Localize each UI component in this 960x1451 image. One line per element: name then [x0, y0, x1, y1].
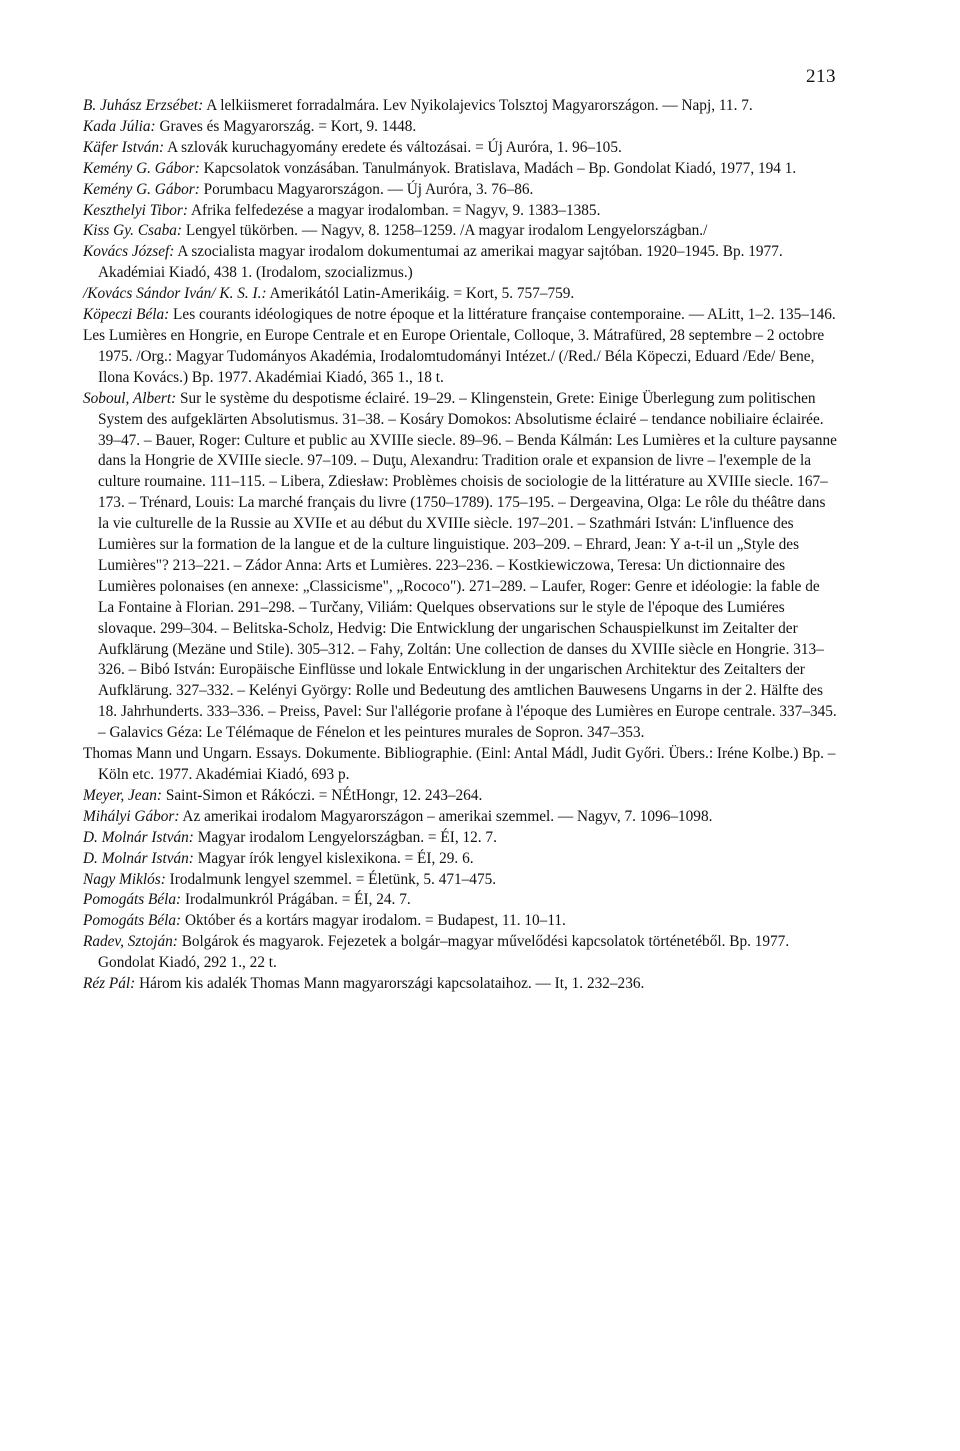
entry-text: Irodalmunk lengyel szemmel. = Életünk, 5. 471–475.: [165, 870, 497, 888]
entry-author: /Kovács Sándor Iván/ K. S. I.:: [83, 285, 267, 303]
bibliography-entry: [83, 201, 837, 222]
bibliography-entry: [83, 138, 837, 159]
entry-text: A szocialista magyar irodalom dokumentumai az amerikai magyar sajtóban. 1920–1945. Bp. 1977. Akadémiai Kiadó, 438 1. (Irodalom, szocializmus.): [98, 243, 783, 282]
bibliography-entry: [83, 305, 837, 326]
entry-author: Meyer, Jean:: [83, 786, 162, 804]
entry-author: Pomogáts Béla:: [83, 891, 182, 909]
bibliography-entry: [83, 786, 837, 807]
entry-text: Porumbacu Magyarországon. — Új Auróra, 3. 76–86.: [199, 180, 534, 198]
bibliography-entry: [83, 242, 837, 284]
entry-text: Saint-Simon et Rákóczi. = NÉtHongr, 12. 243–264.: [162, 786, 483, 804]
bibliography-entry: [83, 389, 837, 744]
entry-author: Réz Pál:: [83, 975, 136, 993]
entry-author: B. Juhász Erzsébet:: [83, 97, 204, 114]
bibliography-entry: [83, 807, 837, 828]
bibliography-entry: [83, 221, 837, 242]
entry-text: Thomas Mann und Ungarn. Essays. Dokumente. Bibliographie. (Einl: Antal Mádl, Judit Győri. Übers.: Iréne Kolbe.) Bp. – Köln etc. 1977. Akadémiai Kiadó, 693 p.: [83, 745, 836, 783]
entry-author: Kiss Gy. Csaba:: [83, 222, 183, 240]
entry-author: D. Molnár István:: [83, 849, 194, 867]
bibliography-entry: [83, 932, 837, 974]
entry-author: Nagy Miklós:: [83, 870, 166, 888]
bibliography-entry: [83, 117, 837, 138]
entry-text: Lengyel tükörben. — Nagyv, 8. 1258–1259. /A magyar irodalom Lengyelországban./: [182, 222, 708, 240]
entry-author: Köpeczi Béla:: [83, 306, 170, 324]
bibliography-list: [83, 96, 837, 995]
entry-text: A lelkiismeret forradalmára. Lev Nyikolajevics Tolsztoj Magyarországon. — Napj, 11. 7.: [203, 97, 753, 114]
entry-author: Käfer István:: [83, 138, 165, 156]
entry-text: Magyar irodalom Lengyelországban. = ÉI, 12. 7.: [193, 828, 497, 846]
entry-author: Soboul, Albert:: [83, 389, 177, 407]
bibliography-entry: [83, 828, 837, 849]
entry-author: Mihályi Gábor:: [83, 807, 180, 825]
entry-author: Radev, Sztoján:: [83, 933, 178, 951]
entry-text: Amerikától Latin-Amerikáig. = Kort, 5. 757–759.: [266, 285, 575, 303]
entry-text: Afrika felfedezése a magyar irodalomban. = Nagyv, 9. 1383–1385.: [187, 201, 601, 219]
bibliography-entry: [83, 974, 837, 995]
bibliography-entry: [83, 284, 837, 305]
bibliography-entry: [83, 890, 837, 911]
entry-text: A szlovák kuruchagyomány eredete és változásai. = Új Auróra, 1. 96–105.: [164, 138, 622, 156]
entry-text: Irodalmunkról Prágában. = ÉI, 24. 7.: [181, 891, 411, 909]
bibliography-entry: [83, 96, 837, 117]
entry-text: Sur le système du despotisme éclairé. 19–29. – Klingenstein, Grete: Einige Überlegung zum politischen System des aufgeklärten Absolutismus. 31–38. – Kosáry Domokos: Absolutisme éclairé – tendance nobiliaire éclairée. 39–47. – Bauer, Roger: Culture et public au XVIIIe siecle. 89–96. – Benda Kálmán: Les Lumières et la culture paysanne dans la Hongrie de XVIIIe siecle. 97–109. – Duţu, Alexandru: Tradition orale et expansion de livre – l'exemple de la culture roumaine. 111–115. – Libera, Zdiesław: Problèmes choisis de sociologie de la littérature au XVIIIe siecle. 167–173. – Trénard, Louis: La marché français du livre (1750–1789). 175–195. – Dergeavina, Olga: Le rôle du théâtre dans la vie culturelle de la Russie au XVIIe et au début du XVIIIe siècle. 197–201. – Szathmári István: L'influence des Lumières sur la formation de la langue et de la culture linguistique. 203–209. – Ehrard, Jean: Y a-t-il un „Style des Lumières"? 213–221. – Zádor Anna: Arts et Lumières. 223–236. – Kostkiewiczowa, Teresa: Un dictionnaire des Lumières polonaises (en annexe: „Classicisme", „Rococo"). 271–289. – Laufer, Roger: Genre et idéologie: la fable de La Fontaine à Florian. 291–298. – Turčany, Viliám: Quelques observations sur le style de l'époque des Lumiéres slovaque. 299–304. – Belitska-Scholz, Hedvig: Die Entwicklung der ungarischen Schauspielkunst im Zeitalter der Aufklärung (Mezäne und Stile). 305–312. – Fahy, Zoltán: Une collection de danses du XVIIIe siècle en Hongrie. 313–326. – Bibó István: Europäische Einflüsse und lokale Entwicklung in der ungarischen Architektur des Zeitalters der Aufklärung. 327–332. – Kelényi György: Rolle und Bedeutung des amtlichen Bauwesens Ungarns in der 2. Hälfte des 18. Jahrhunderts. 333–336. – Preiss, Pavel: Sur l'allégorie profane à l'époque des Lumières en Europe centrale. 337–345. – Galavics Géza: Le Télémaque de Fénelon et les peintures murales de Sopron. 347–353.: [98, 389, 837, 742]
bibliography-entry: [83, 326, 837, 389]
entry-text: Les courants idéologiques de notre époque et la littérature française contemporaine. — ALitt, 1–2. 135–146.: [169, 306, 836, 324]
page-number: 213: [806, 66, 836, 87]
bibliography-entry: [83, 870, 837, 891]
entry-text: Magyar írók lengyel kislexikona. = ÉI, 29. 6.: [193, 849, 474, 867]
entry-author: D. Molnár István:: [83, 828, 194, 846]
entry-text: Az amerikai irodalom Magyarországon – amerikai szemmel. — Nagyv, 7. 1096–1098.: [179, 807, 713, 825]
entry-author: Keszthelyi Tibor:: [83, 201, 188, 219]
entry-author: Pomogáts Béla:: [83, 912, 182, 930]
entry-author: Kemény G. Gábor:: [83, 180, 200, 198]
bibliography-entry: [83, 849, 837, 870]
bibliography-entry: [83, 159, 837, 180]
bibliography-entry: [83, 911, 837, 932]
entry-text: Kapcsolatok vonzásában. Tanulmányok. Bratislava, Madách – Bp. Gondolat Kiadó, 1977, 194 1.: [199, 159, 797, 177]
entry-author: Kemény G. Gábor:: [83, 159, 200, 177]
bibliography-entry: [83, 744, 837, 786]
entry-text: Bolgárok és magyarok. Fejezetek a bolgár–magyar művelődési kapcsolatok történetéből. Bp. 1977. Gondolat Kiadó, 292 1., 22 t.: [98, 933, 790, 972]
entry-text: Les Lumières en Hongrie, en Europe Centrale et en Europe Orientale, Colloque, 3. Mátrafüred, 28 septembre – 2 octobre 1975. /Org.: Magyar Tudományos Akadémia, Irodalomtudományi Intézet./ (/Red./ Béla Köpeczi, Eduard /Ede/ Bene, Ilona Kovács.) Bp. 1977. Akadémiai Kiadó, 365 1., 18 t.: [83, 326, 825, 386]
bibliography-entry: [83, 180, 837, 201]
entry-text: Graves és Magyarország. = Kort, 9. 1448.: [155, 117, 417, 135]
entry-author: Kovács József:: [83, 243, 175, 261]
entry-author: Kada Júlia:: [83, 117, 156, 135]
entry-text: Három kis adalék Thomas Mann magyarországi kapcsolataihoz. — It, 1. 232–236.: [135, 975, 645, 993]
entry-text: Október és a kortárs magyar irodalom. = Budapest, 11. 10–11.: [181, 912, 566, 930]
